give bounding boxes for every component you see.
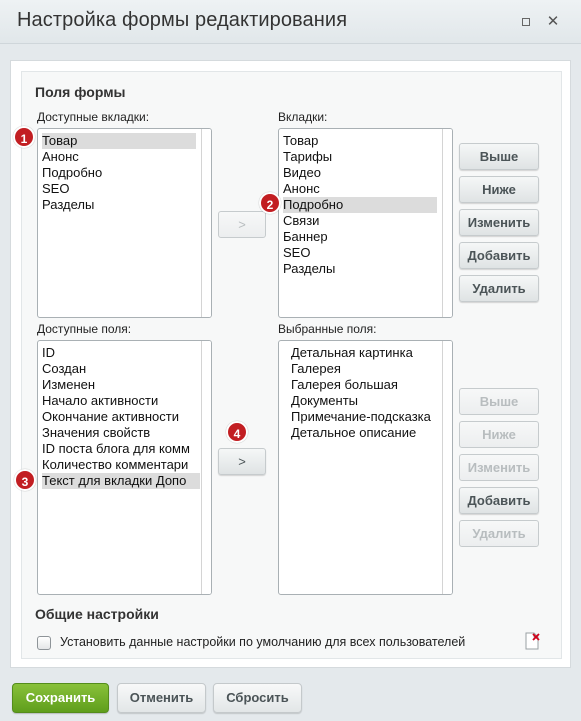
field-down-button[interactable]: Ниже <box>459 421 539 448</box>
available-tabs-scrollbar[interactable] <box>201 129 211 317</box>
list-item[interactable]: Текст для вкладки Допо <box>42 473 200 489</box>
list-item[interactable]: ID поста блога для комм <box>42 441 190 456</box>
list-item[interactable]: Галерея большая <box>291 377 398 392</box>
tab-down-button[interactable]: Ниже <box>459 176 539 203</box>
list-item[interactable]: Подробно <box>42 165 103 180</box>
callout-badge-2: 2 <box>259 192 281 214</box>
tabs-scrollbar[interactable] <box>442 129 452 317</box>
list-item[interactable]: Документы <box>291 393 359 408</box>
selected-fields-scrollbar[interactable] <box>442 341 452 594</box>
list-item[interactable]: Видео <box>283 165 321 180</box>
field-up-button[interactable]: Выше <box>459 388 539 415</box>
list-item[interactable]: SEO <box>283 245 311 260</box>
field-delete-button[interactable]: Удалить <box>459 520 539 547</box>
list-item[interactable]: Тарифы <box>283 149 333 164</box>
cancel-button[interactable]: Отменить <box>117 683 206 713</box>
dialog-title: Настройка формы редактирования <box>17 9 348 31</box>
available-tabs-label: Доступные вкладки: <box>37 110 150 124</box>
list-item[interactable]: Анонс <box>283 181 320 196</box>
list-item[interactable]: Баннер <box>283 229 328 244</box>
tab-up-button[interactable]: Выше <box>459 143 539 170</box>
list-item[interactable]: Окончание активности <box>42 409 179 424</box>
list-item[interactable]: Примечание-подсказка <box>291 409 431 424</box>
reset-settings-icon[interactable] <box>524 632 540 650</box>
list-item[interactable]: Подробно <box>283 197 437 213</box>
tabs-label: Вкладки: <box>278 110 328 124</box>
field-edit-button[interactable]: Изменить <box>459 454 539 481</box>
list-item[interactable]: Детальное описание <box>291 425 417 440</box>
field-add-button[interactable]: Добавить <box>459 487 539 514</box>
list-item[interactable]: Разделы <box>42 197 95 212</box>
tab-edit-button[interactable]: Изменить <box>459 209 539 236</box>
callout-badge-3: 3 <box>14 469 36 491</box>
reset-button[interactable]: Сбросить <box>213 683 302 713</box>
tab-delete-button[interactable]: Удалить <box>459 275 539 302</box>
form-fields-heading: Поля формы <box>35 84 126 100</box>
list-item[interactable]: Значения свойств <box>42 425 151 440</box>
callout-badge-1: 1 <box>13 126 35 148</box>
list-item[interactable]: Связи <box>283 213 320 228</box>
maximize-icon[interactable] <box>518 14 534 30</box>
save-button[interactable]: Сохранить <box>12 683 109 713</box>
list-item[interactable]: Детальная картинка <box>291 345 413 360</box>
tabs-list[interactable] <box>278 128 453 318</box>
dialog-titlebar <box>0 0 581 44</box>
list-item[interactable]: Количество комментари <box>42 457 189 472</box>
available-fields-label: Доступные поля: <box>37 322 132 336</box>
list-item[interactable]: Товар <box>42 133 196 149</box>
general-settings-heading: Общие настройки <box>35 606 159 622</box>
default-settings-checkbox[interactable] <box>37 636 51 650</box>
list-item[interactable]: ID <box>42 345 55 360</box>
available-tabs-list[interactable] <box>37 128 212 318</box>
list-item[interactable]: Анонс <box>42 149 79 164</box>
callout-badge-4: 4 <box>226 421 248 443</box>
move-field-right-button[interactable]: > <box>218 448 266 475</box>
list-item[interactable]: Начало активности <box>42 393 159 408</box>
available-fields-list[interactable] <box>37 340 212 595</box>
list-item[interactable]: Галерея <box>291 361 341 376</box>
close-icon[interactable]: ✕ <box>546 13 560 30</box>
list-item[interactable]: Разделы <box>283 261 336 276</box>
default-settings-checkbox-label[interactable]: Установить данные настройки по умолчанию для всех пользователей <box>60 635 466 649</box>
tab-add-button[interactable]: Добавить <box>459 242 539 269</box>
list-item[interactable]: Создан <box>42 361 87 376</box>
list-item[interactable]: Изменен <box>42 377 96 392</box>
selected-fields-label: Выбранные поля: <box>278 322 377 336</box>
selected-fields-list[interactable] <box>278 340 453 595</box>
move-tab-right-button[interactable]: > <box>218 211 266 238</box>
available-fields-scrollbar[interactable] <box>201 341 211 594</box>
list-item[interactable]: Товар <box>283 133 319 148</box>
list-item[interactable]: SEO <box>42 181 70 196</box>
